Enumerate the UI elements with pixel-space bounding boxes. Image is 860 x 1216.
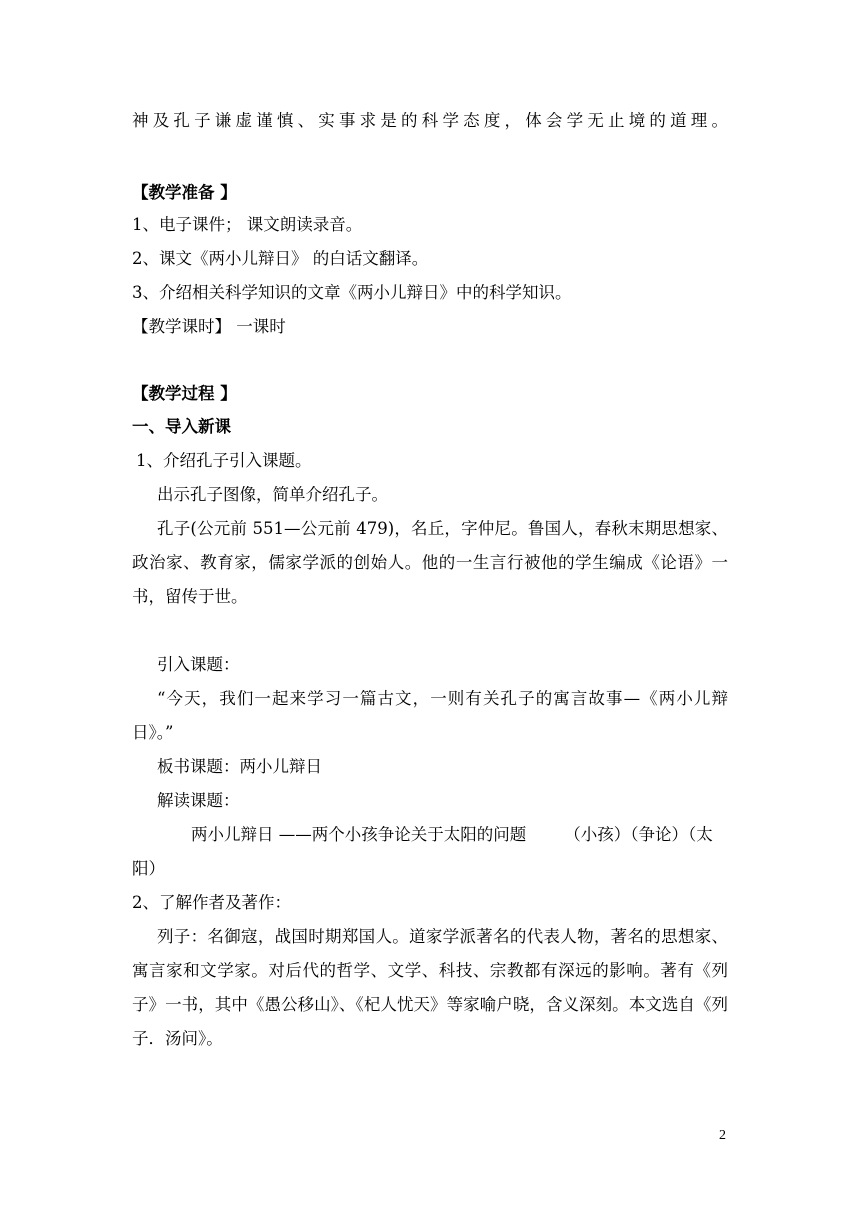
step-one-heading: 1、介绍孔子引入课题。: [136, 451, 312, 470]
teacher-quote-line-1: “今天，我们一起来学习一篇古文，一则有关孔子的寓言故事—《两小儿辩: [157, 689, 728, 708]
teacher-quote-line-2: 日》。”: [132, 723, 174, 742]
interpret-title-label: 解读课题：: [157, 791, 240, 810]
interpretation-notes: （小孩）（争论）（太: [564, 825, 713, 844]
intro-line: 神及孔子谦虚谨慎、实事求是的科学态度，体会学无止境的道理。: [132, 111, 728, 130]
board-title: 板书课题：两小儿辩日: [157, 757, 322, 776]
interpretation-main: 两小儿辩日 ——两个小孩争论关于太阳的问题: [191, 825, 527, 844]
preparation-item-2: 2、课文《两小儿辩日》 的白话文翻译。: [132, 249, 429, 268]
page-number: 2: [719, 1128, 726, 1143]
confucius-paragraph-line-1: 孔子(公元前 551—公元前 479)，名丘，字仲尼。鲁国人，春秋末期思想家、: [157, 519, 728, 538]
liezi-paragraph-line-2: 寓言家和文学家。对后代的哲学、文学、科技、宗教都有深远的影响。著有《列: [132, 961, 728, 980]
section-one-heading: 一、导入新课: [132, 417, 231, 436]
intro-topic-label: 引入课题：: [157, 655, 240, 674]
show-confucius-image: 出示孔子图像，简单介绍孔子。: [157, 485, 388, 504]
liezi-paragraph-line-3: 子》一书，其中《愚公移山》、《杞人忧天》等家喻户晓，含义深刻。本文选自《列: [132, 995, 728, 1014]
interpretation-end: 阳）: [132, 859, 165, 878]
confucius-paragraph-line-2: 政治家、教育家，儒家学派的创始人。他的一生言行被他的学生编成《论语》一: [132, 553, 728, 572]
lesson-time: 【教学课时】 一课时: [132, 317, 286, 336]
step-two-heading: 2、了解作者及著作：: [132, 893, 291, 912]
liezi-paragraph-line-4: 子．汤问》。: [132, 1029, 223, 1048]
process-heading: 【教学过程 】: [132, 384, 237, 403]
interpretation-line: [191, 825, 713, 845]
preparation-item-1: 1、电子课件； 课文朗读录音。: [132, 215, 363, 234]
preparation-heading: 【教学准备 】: [132, 183, 237, 202]
confucius-paragraph-line-3: 书，留传于世。: [132, 587, 248, 606]
preparation-item-3: 3、介绍相关科学知识的文章《两小儿辩日》中的科学知识。: [132, 283, 572, 302]
liezi-paragraph-line-1: 列子：名御寇，战国时期郑国人。道家学派著名的代表人物，著名的思想家、: [157, 927, 728, 946]
